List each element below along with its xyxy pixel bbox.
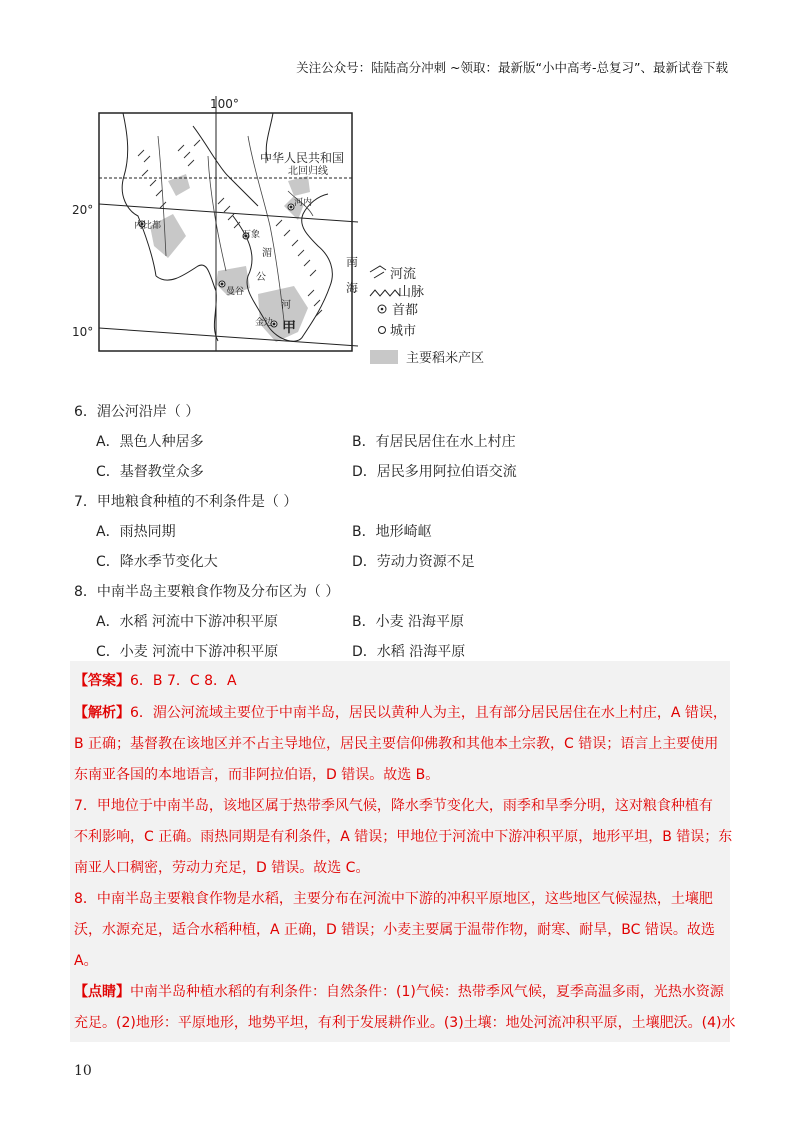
- analysis-line-3: 东南亚各国的本地语言，而非阿拉伯语，D 错误。故选 B。: [74, 767, 440, 783]
- river-char-1: 湄: [262, 248, 272, 259]
- answer-line: [74, 670, 237, 690]
- q7-option-b: B．地形崎岖: [352, 524, 432, 540]
- question-8-stem: 8．中南半岛主要粮食作物及分布区为（ ）: [74, 584, 340, 600]
- legend-mountain: 山脉: [398, 285, 425, 300]
- map-legend: [370, 266, 484, 366]
- city-phnom-penh: 金边: [255, 318, 274, 328]
- city-vientiane: 万象: [242, 230, 261, 240]
- analysis-line-9: A。: [74, 953, 98, 969]
- page-header: 关注公众号：陆陆高分冲刺 ~领取：最新版“小中高考-总复习”、最新试卷下载: [296, 60, 728, 75]
- sea-char-1: 南: [346, 255, 359, 269]
- tip-tag: 【点睛】: [74, 984, 130, 1000]
- legend-rice: 主要稻米产区: [406, 351, 485, 366]
- tip-line-2: 充足。(2)地形：平原地形，地势平坦，有利于发展耕作业。(3)土壤：地处河流冲积平原，土壤肥沃。(4)水: [74, 1015, 736, 1031]
- city-hanoi: 河内: [294, 198, 313, 208]
- q8-option-c: C．小麦 河流中下游冲积平原: [96, 644, 279, 660]
- lat-20-label: 20°: [72, 203, 94, 217]
- legend-river: 河流: [390, 267, 417, 282]
- city-naypyidaw: 内比都: [134, 221, 162, 231]
- country-label: 中华人民共和国: [260, 151, 345, 165]
- analysis-line-5: 不利影响，C 正确。雨热同期是有利条件，A 错误；甲地位于河流中下游冲积平原，地形平坦，B 错误；东: [74, 829, 733, 845]
- page-number: 10: [74, 1063, 92, 1079]
- river-legend-icon: [370, 266, 386, 278]
- q7-option-c: C．降水季节变化大: [96, 554, 218, 570]
- q6-option-d: D．居民多用阿拉伯语交流: [352, 464, 517, 480]
- jia-label: 甲: [282, 320, 296, 336]
- question-7-stem: 7．甲地粮食种植的不利条件是（ ）: [74, 494, 298, 510]
- question-6-stem: 6．湄公河沿岸（ ）: [74, 404, 200, 420]
- lon-label: 100°: [210, 97, 239, 111]
- sea-char-2: 海: [346, 281, 359, 295]
- river-char-2: 公: [256, 272, 266, 283]
- q6-option-b: B．有居民居住在水上村庄: [352, 434, 516, 450]
- map-frame: [99, 113, 352, 351]
- q6-option-c: C．基督教堂众多: [96, 464, 204, 480]
- analysis-line-8: 沃，水源充足，适合水稻种植，A 正确，D 错误；小麦主要属于温带作物，耐寒、耐旱，BC 错误。故选: [74, 922, 715, 938]
- analysis-line-7: 8．中南半岛主要粮食作物是水稻，主要分布在河流中下游的冲积平原地区，这些地区气候湿热，土壤肥: [74, 891, 713, 907]
- river-char-3: 河: [281, 300, 291, 311]
- analysis-tag: 【解析】: [74, 705, 130, 721]
- answer-text: 6．B 7．C 8．A: [130, 673, 237, 689]
- legend-city: 城市: [390, 324, 417, 339]
- city-bangkok: 曼谷: [226, 287, 245, 297]
- mountain-legend-icon: [370, 290, 400, 296]
- analysis-line-4: 7．甲地位于中南半岛，该地区属于热带季风气候，降水季节变化大，雨季和旱季分明，这对粮食种植有: [74, 798, 713, 814]
- rice-legend-swatch: [370, 350, 398, 364]
- q8-option-b: B．小麦 沿海平原: [352, 614, 465, 630]
- q7-option-d: D．劳动力资源不足: [352, 554, 475, 570]
- legend-capital: 首都: [392, 303, 419, 318]
- tropic-label: 北回归线: [288, 166, 328, 177]
- q7-option-a: A．雨热同期: [96, 524, 176, 540]
- q8-option-d: D．水稻 沿海平原: [352, 644, 466, 660]
- analysis-line-6: 南亚人口稠密，劳动力充足，D 错误。故选 C。: [74, 860, 370, 876]
- answer-tag: 【答案】: [74, 673, 130, 689]
- tip-line-1: 【点睛】中南半岛种植水稻的有利条件：自然条件：(1)气候：热带季风气候，夏季高温多雨，光热水资源: [74, 984, 724, 1000]
- lat-10-label: 10°: [72, 325, 94, 339]
- indochina-map: [72, 96, 513, 386]
- q6-option-a: A．黑色人种居多: [96, 434, 204, 450]
- analysis-line-2: B 正确；基督教在该地区并不占主导地位，居民主要信仰佛教和其他本土宗教，C 错误；语言上主要使用: [74, 736, 719, 752]
- q8-option-a: A．水稻 河流中下游冲积平原: [96, 614, 279, 630]
- city-legend-icon: [379, 327, 386, 334]
- analysis-line-1: 【解析】6．湄公河流域主要位于中南半岛，居民以黄种人为主，且有部分居民居住在水上村庄，A 错误，: [74, 705, 727, 721]
